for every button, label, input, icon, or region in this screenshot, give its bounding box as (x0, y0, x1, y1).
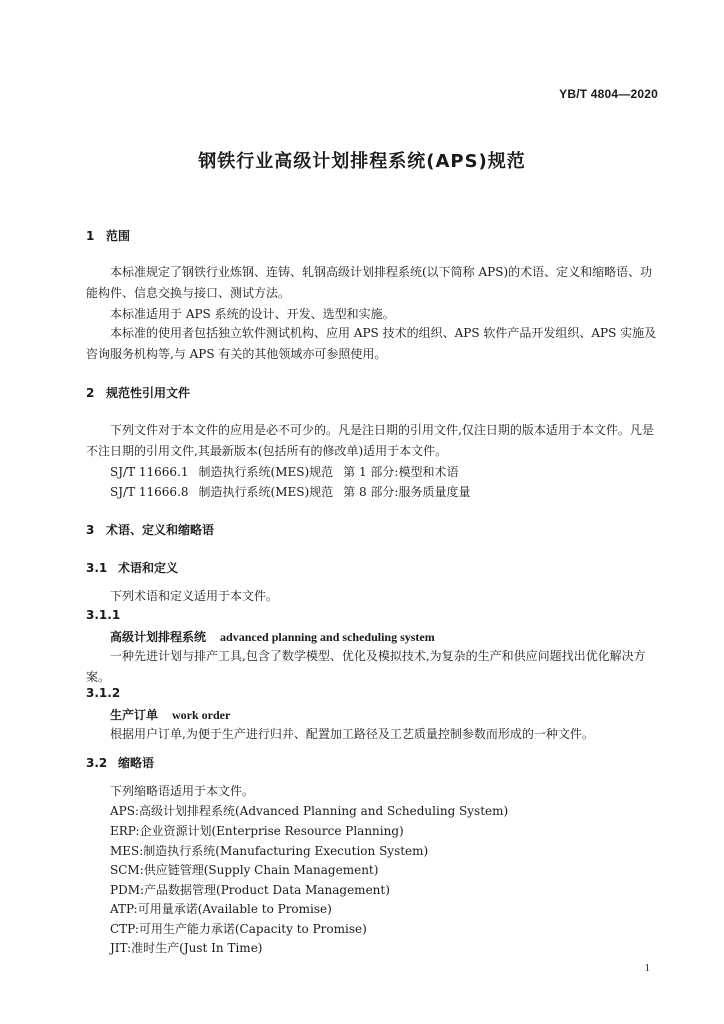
section-number: 3.2 (86, 756, 108, 770)
section-title: 规范性引用文件 (106, 386, 191, 400)
reference-item (110, 483, 470, 500)
term-number: 3.1.1 (86, 608, 121, 622)
term-number: 3.1.2 (86, 686, 121, 700)
reference-part: 第 1 部分:模型和术语 (343, 465, 459, 479)
section-number: 3.1 (86, 561, 108, 575)
abbreviation-item: ERP:企业资源计划(Enterprise Resource Planning) (110, 824, 404, 838)
abbreviation-item: APS:高级计划排程系统(Advanced Planning and Scheduling System) (110, 804, 509, 818)
term-definition: 根据用户订单,为便于生产进行归并、配置加工路径及工艺质量控制参数而形成的一种文件。 (110, 727, 594, 741)
abbreviation-item: CTP:可用生产能力承诺(Capacity to Promise) (110, 922, 367, 936)
standard-code: YB/T 4804—2020 (559, 87, 658, 101)
section-1-heading (86, 227, 130, 244)
reference-code: SJ/T 11666.1 (110, 465, 189, 479)
paragraph: 本标准的使用者包括独立软件测试机构、应用 APS 技术的组织、APS 软件产品开发组织、APS 实施及咨询服务机构等,与 APS 有关的其他领域亦可参照使用。 (86, 326, 657, 361)
reference-code: SJ/T 11666.8 (110, 485, 189, 499)
reference-title: 制造执行系统(MES)规范 (198, 485, 334, 499)
section-title: 术语和定义 (118, 561, 179, 575)
term-heading (110, 706, 230, 723)
term-definition: 一种先进计划与排产工具,包含了数学模型、优化及模拟技术,为复杂的生产和供应问题找出优化解决方案。 (86, 649, 646, 684)
term-heading (110, 628, 435, 645)
subsection-3-2-heading (86, 754, 154, 771)
paragraph: 下列缩略语适用于本文件。 (110, 784, 255, 798)
section-number: 2 (86, 386, 95, 400)
section-title: 术语、定义和缩略语 (106, 523, 215, 537)
reference-item (110, 463, 458, 480)
paragraph: 本标准规定了钢铁行业炼钢、连铸、轧钢高级计划排程系统(以下简称 APS)的术语、定义和缩略语、功能构件、信息交换与接口、测试方法。 (86, 265, 653, 300)
paragraph: 下列文件对于本文件的应用是必不可少的。凡是注日期的引用文件,仅注日期的版本适用于本文件。凡是不注日期的引用文件,其最新版本(包括所有的修改单)适用于本文件。 (86, 423, 654, 458)
section-title: 缩略语 (118, 756, 155, 770)
reference-part: 第 8 部分:服务质量度量 (343, 485, 471, 499)
abbreviation-item: SCM:供应链管理(Supply Chain Management) (110, 863, 379, 877)
document-title: 钢铁行业高级计划排程系统(APS)规范 (198, 151, 526, 172)
page-number: 1 (644, 962, 650, 974)
reference-title: 制造执行系统(MES)规范 (198, 465, 334, 479)
term-en: advanced planning and scheduling system (220, 630, 435, 644)
term-en: work order (172, 708, 231, 722)
abbreviation-item: MES:制造执行系统(Manufacturing Execution System) (110, 844, 429, 858)
section-number: 1 (86, 229, 95, 243)
paragraph: 本标准适用于 APS 系统的设计、开发、选型和实施。 (110, 307, 395, 321)
section-title: 范围 (106, 229, 131, 243)
section-2-heading (86, 384, 190, 401)
subsection-3-1-heading (86, 559, 178, 576)
section-number: 3 (86, 523, 95, 537)
abbreviation-item: PDM:产品数据管理(Product Data Management) (110, 883, 390, 897)
abbreviation-item: ATP:可用量承诺(Available to Promise) (110, 902, 332, 916)
term-zh: 生产订单 (110, 708, 159, 722)
term-zh: 高级计划排程系统 (110, 630, 207, 644)
section-3-heading (86, 521, 214, 538)
abbreviation-item: JIT:准时生产(Just In Time) (110, 941, 263, 955)
paragraph: 下列术语和定义适用于本文件。 (110, 589, 279, 603)
